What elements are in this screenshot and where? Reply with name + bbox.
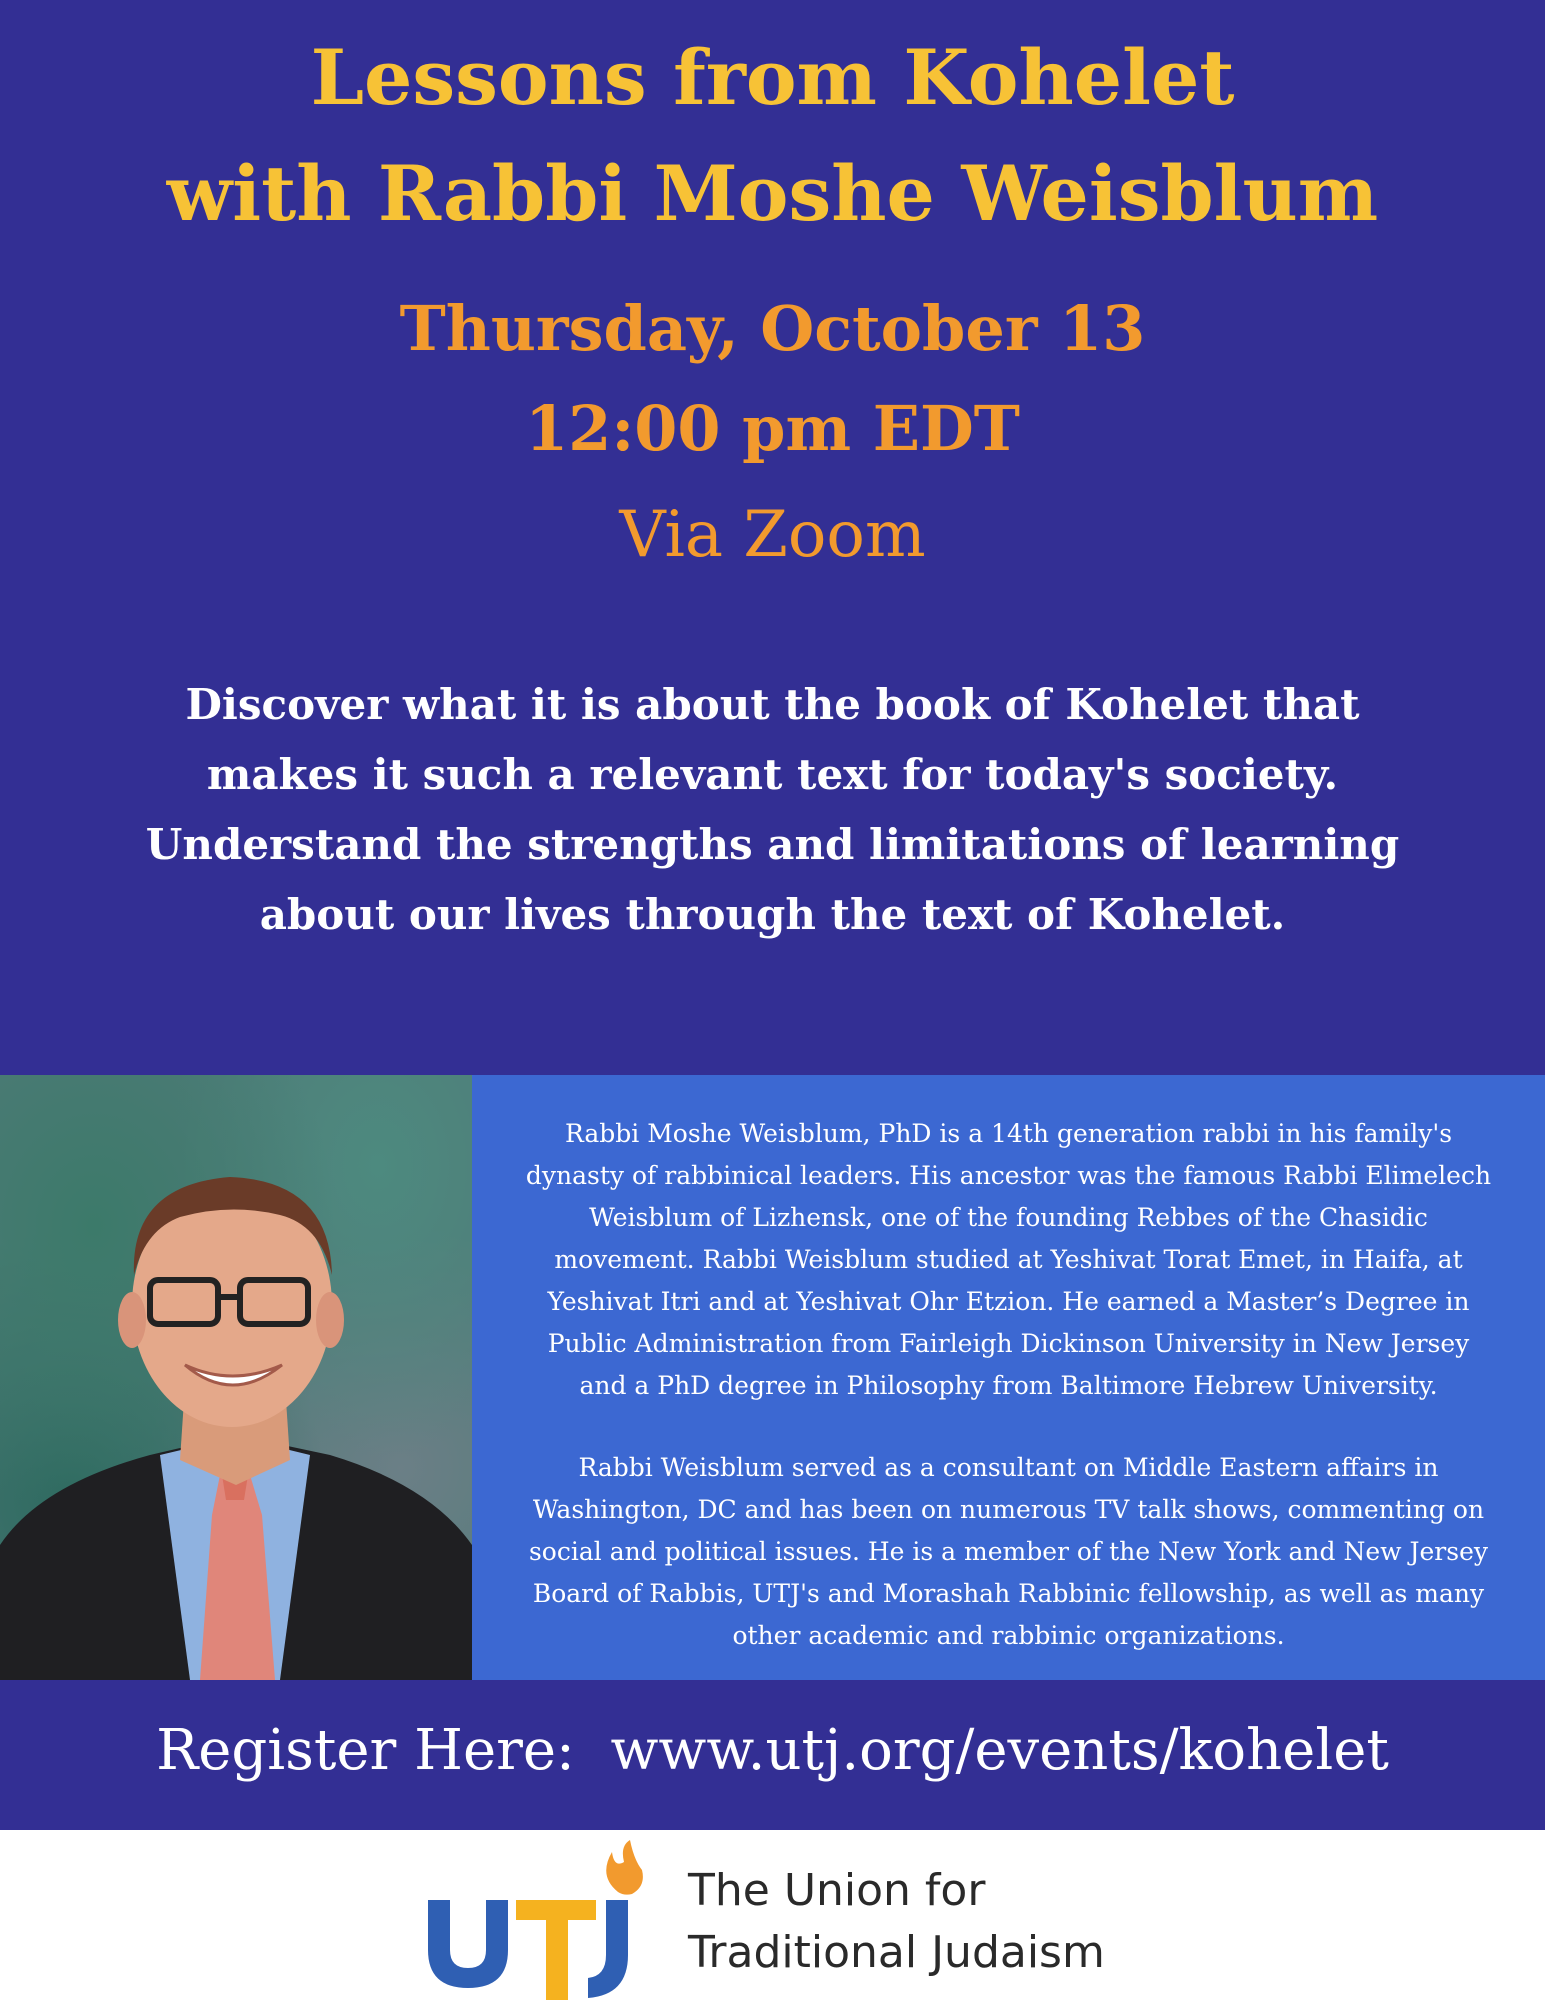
bio-line: social and political issues. He is a member of the New York and New Jersey bbox=[528, 1537, 1489, 1566]
description-line: makes it such a relevant text for today's society. bbox=[206, 750, 1339, 799]
bio-line: other academic and rabbinic organizations. bbox=[732, 1621, 1285, 1650]
event-time: 12:00 pm EDT bbox=[525, 392, 1020, 465]
event-date: Thursday, October 13 bbox=[399, 292, 1146, 365]
register-link[interactable]: Register Here: www.utj.org/events/kohelet bbox=[156, 1718, 1389, 1783]
bio-line: Rabbi Moshe Weisblum, PhD is a 14th generation rabbi in his family's bbox=[564, 1119, 1453, 1148]
speaker-photo bbox=[0, 1075, 472, 1680]
title-line-2: with Rabbi Moshe Weisblum bbox=[166, 149, 1379, 238]
description-line: Understand the strengths and limitations of learning bbox=[145, 820, 1400, 869]
bio-line: Rabbi Weisblum served as a consultant on Middle Eastern affairs in bbox=[578, 1453, 1439, 1482]
bio-line: Public Administration from Fairleigh Dickinson University in New Jersey bbox=[547, 1329, 1470, 1358]
footer bbox=[0, 1830, 1545, 2000]
bio-paragraph-2 bbox=[472, 1447, 1545, 1657]
event-description bbox=[120, 670, 1425, 950]
bio-line: movement. Rabbi Weisblum studied at Yeshivat Torat Emet, in Haifa, at bbox=[554, 1245, 1463, 1274]
speaker-bio-panel bbox=[472, 1075, 1545, 1680]
org-name-line-2: Traditional Judaism bbox=[688, 1927, 1105, 1978]
description-line: Discover what it is about the book of Kohelet that bbox=[185, 680, 1360, 729]
utj-logo bbox=[420, 1840, 660, 2000]
org-name-line-1: The Union for bbox=[688, 1865, 986, 1916]
bio-line: Weisblum of Lizhensk, one of the founding Rebbes of the Chasidic bbox=[589, 1203, 1428, 1232]
flame-icon bbox=[606, 1840, 643, 1895]
event-venue: Via Zoom bbox=[619, 498, 926, 572]
event-title bbox=[0, 20, 1545, 252]
bio-line: Washington, DC and has been on numerous TV talk shows, commenting on bbox=[532, 1495, 1485, 1524]
speaker-portrait-illustration bbox=[0, 1075, 472, 1680]
title-line-1: Lessons from Kohelet bbox=[310, 33, 1235, 122]
bio-line: dynasty of rabbinical leaders. His ancestor was the famous Rabbi Elimelech bbox=[525, 1161, 1492, 1190]
bio-line: Board of Rabbis, UTJ's and Morashah Rabbinic fellowship, as well as many bbox=[532, 1579, 1485, 1608]
description-line: about our lives through the text of Kohelet. bbox=[259, 890, 1286, 939]
bio-paragraph-1 bbox=[472, 1113, 1545, 1407]
bio-line: Yeshivat Itri and at Yeshivat Ohr Etzion. He earned a Master’s Degree in bbox=[547, 1287, 1470, 1316]
bio-line: and a PhD degree in Philosophy from Baltimore Hebrew University. bbox=[579, 1371, 1438, 1400]
org-name bbox=[688, 1860, 1105, 1984]
